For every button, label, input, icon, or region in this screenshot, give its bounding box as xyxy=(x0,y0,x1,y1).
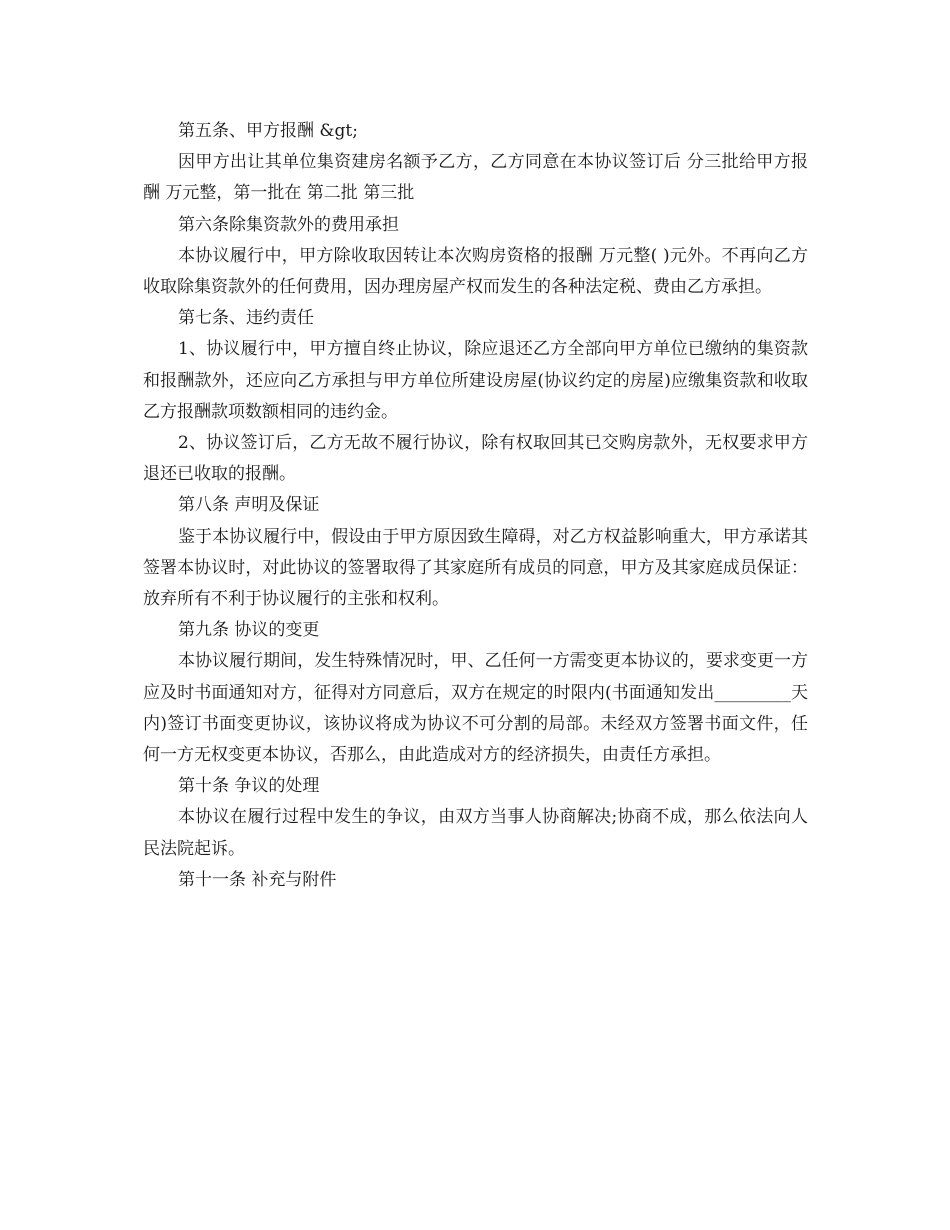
article-8-text: 鉴于本协议履行中，假设由于甲方原因致生障碍，对乙方权益影响重大，甲方承诺其签署本协议时，对此协议的签署取得了其家庭所有成员的同意，甲方及其家庭成员保证：放弃所有不利于协议履行的主张和权利。 xyxy=(143,526,808,610)
article-6-text: 本协议履行中，甲方除收取因转让本次购房资格的报酬 万元整( )元外。不再向乙方收取除集资款外的任何费用，因办理房屋产权而发生的各种法定税、费由乙方承担。 xyxy=(143,245,808,298)
article-6-heading: 第六条除集资款外的费用承担 xyxy=(178,214,399,235)
document-body xyxy=(143,116,808,896)
article-7-clause-2: 2、协议签订后，乙方无故不履行协议，除有权取回其已交购房款外，无权要求甲方退还已收取的报酬。 xyxy=(143,433,808,485)
article-7-heading: 第七条、违约责任 xyxy=(178,308,314,329)
article-10-heading: 第十条 争议的处理 xyxy=(178,776,320,797)
article-9-text: 本协议履行期间，发生特殊情况时，甲、乙任何一方需变更本协议的，要求变更一方应及时书面通知对方，征得对方同意后，双方在规定的时限内(书面通知发出_________天内)签订书面变更协议，该协议将成为协议不可分割的局部。未经双方签署书面文件，任何一方无权变更本协议，否那么，由此造成对方的经济损失，由责任方承担。 xyxy=(143,651,808,766)
article-11-heading: 第十一条 补充与附件 xyxy=(178,869,337,890)
article-9-heading: 第九条 协议的变更 xyxy=(178,620,320,641)
article-5-heading: 第五条、甲方报酬 &gt; xyxy=(178,121,358,141)
article-8-heading: 第八条 声明及保证 xyxy=(178,495,320,516)
article-5-text: 因甲方出让其单位集资建房名额予乙方，乙方同意在本协议签订后 分三批给甲方报酬 万元整，第一批在 第二批 第三批 xyxy=(143,152,808,204)
article-10-text: 本协议在履行过程中发生的争议，由双方当事人协商解决;协商不成，那么依法向人民法院起诉。 xyxy=(143,807,808,859)
article-7-clause-1: 1、协议履行中，甲方擅自终止协议，除应退还乙方全部向甲方单位已缴纳的集资款和报酬款外，还应向乙方承担与甲方单位所建设房屋(协议约定的房屋)应缴集资款和收取乙方报酬款项数额相同的违约金。 xyxy=(143,339,808,422)
